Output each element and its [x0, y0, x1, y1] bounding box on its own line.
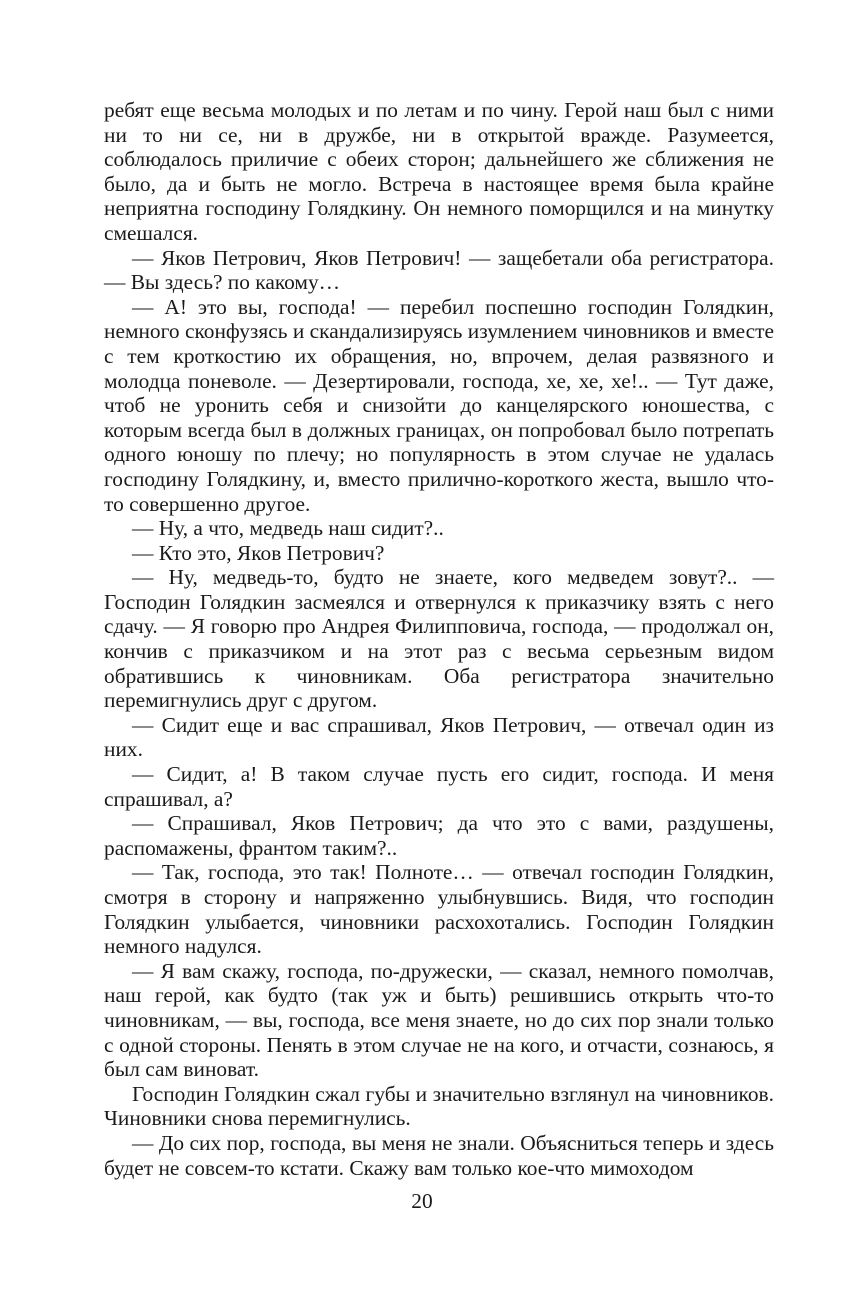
paragraph: ребят еще весьма молодых и по летам и по чину. Герой наш был с ними ни то ни се, ни в дружбе, ни в открытой вражде. Разумеется, соблюдалось приличие с обеих сторон; дальнейшего же сближения не было, да и быть не могло. Встреча в настоящее время была крайне неприятна господину Голядкину. Он немного поморщился и на минутку смешался. — [104, 98, 774, 245]
paragraph: — Ну, медведь-то, будто не знаете, кого медведем зовут?.. — Господин Голядкин засмеялся и отвернулся к приказчику взять с него сдачу. — Я говорю про Андрея Филипповича, господа, — продолжал он, кончив с приказчиком и на этот раз с весьма серьезным видом обратившись к чиновникам. Оба регистратора значительно перемигнулись друг с другом. — [104, 565, 774, 713]
paragraph: — А! это вы, господа! — перебил поспешно господин Голядкин, немного сконфузясь и скандализируясь изумлением чиновников и вместе с тем кроткостию их обращения, но, впрочем, делая развязного и молодца поневоле. — Дезертировали, господа, хе, хе, хе!.. — Тут даже, чтоб не уронить себя и снизойти до канцелярского юношества, с которым всегда был в должных границах, он попробовал было потрепать одного юношу по плечу; но популярность в этом случае не удалась господину Голядкину, и, вместо прилично-короткого жеста, вышло что-то совершенно другое. — [104, 294, 774, 516]
paragraph: — Кто это, Яков Петрович? — [132, 540, 385, 565]
paragraph: — До сих пор, господа, вы меня не знали. Объясниться теперь и здесь будет не совсем-то кстати. Скажу вам только кое-что мимоходом — [104, 1130, 774, 1180]
paragraph: — Я вам скажу, господа, по-дружески, — сказал, немного помолчав, наш герой, как будто (так уж и быть) решившись открыть что-то чиновникам, — вы, господа, все меня знаете, но до сих пор знали только с одной стороны. Пенять в этом случае не на кого, и отчасти, сознаюсь, я был сам виноват. — [104, 958, 774, 1082]
paragraph: — Спрашивал, Яков Петрович; да что это с вами, раздушены, распомажены, франтом таким?.. — [104, 811, 774, 860]
paragraph: — Ну, а что, медведь наш сидит?.. — [132, 516, 444, 541]
paragraph: — Яков Петрович, Яков Петрович! — защебетали оба регистратора. — Вы здесь? по какому… — [104, 245, 774, 295]
paragraph: — Так, господа, это так! Полноте… — отвечал господин Голядкин, смотря в сторону и напряженно улыбнувшись. Видя, что господин Голядкин улыбается, чиновники расхохотались. Господин Голядкин немного надулся. — [104, 860, 774, 959]
paragraph: — Сидит еще и вас спрашивал, Яков Петрович, — отвечал один из них. — [104, 712, 774, 762]
page-number: 20 — [411, 1189, 433, 1213]
paragraph: Господин Голядкин сжал губы и значительно взглянул на чиновников. Чиновники снова перемигнулись. — [104, 1081, 774, 1131]
paragraph: — Сидит, а! В таком случае пусть его сидит, господа. И меня спрашивал, а? — [104, 762, 774, 811]
body-text — [104, 98, 774, 1180]
